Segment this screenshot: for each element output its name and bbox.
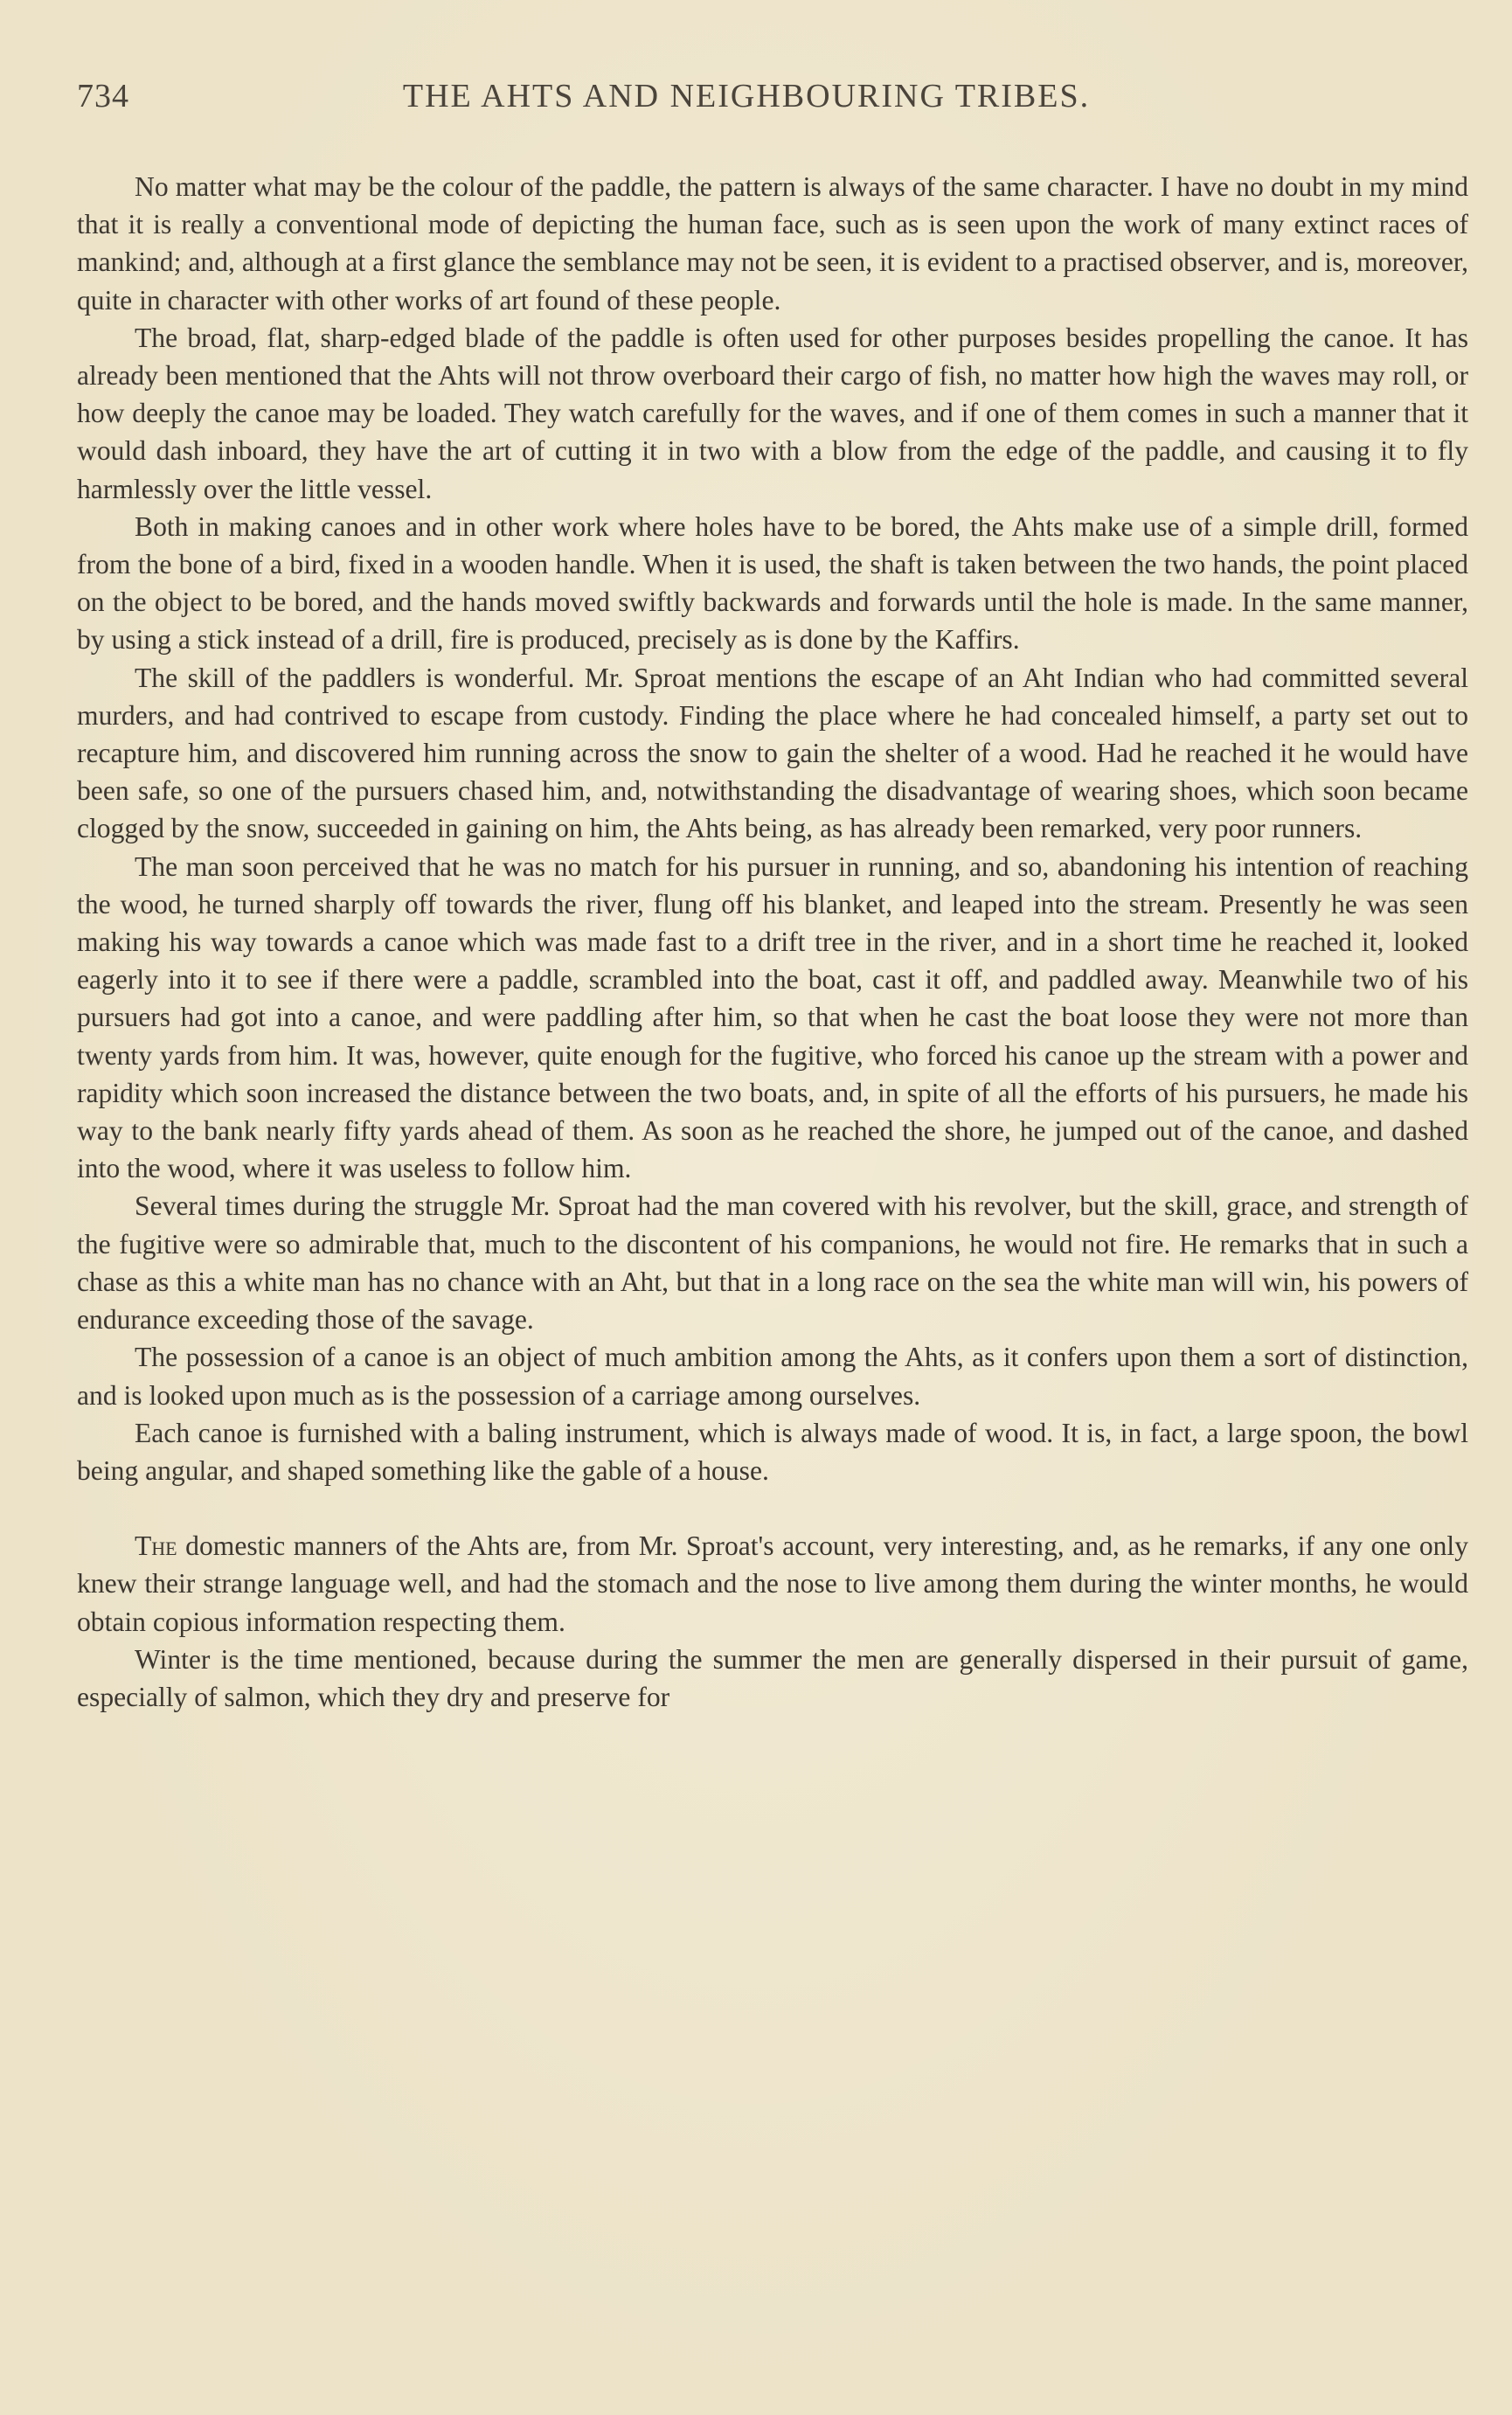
page-number: 734	[77, 78, 129, 115]
section-first-paragraph-text: domestic manners of the Ahts are, from Mr. Sproat's account, very interesting, and, as he remarks, if any one only knew their strange language well, and had the stomach and the nose to live among them during the winter months, he would obtain copious information respecting them.	[77, 1530, 1468, 1637]
paragraph-domestic-manners	[77, 1527, 1468, 1641]
paragraph-winter: Winter is the time mentioned, because during the summer the men are generally dispersed in their pursuit of game, especially of salmon, which they dry and preserve for	[77, 1643, 1468, 1712]
body-text	[77, 168, 1468, 1716]
paragraph-canoe-possession: The possession of a canoe is an object of much ambition among the Ahts, as it confers upon them a sort of distinction, and is looked upon much as is the possession of a carriage among ourselves.	[77, 1342, 1468, 1411]
paragraph-paddlers-skill: The skill of the paddlers is wonderful. Mr. Sproat mentions the escape of an Aht Indian who had committed several murders, and had contrived to escape from custody. Finding the place where he had concealed himself, a party set out to recapture him, and discovered him running across the snow to gain the shelter of a wood. Had he reached it he would have been safe, so one of the pursuers chased him, and, notwithstanding the disadvantage of wearing shoes, which soon became clogged by the snow, succeeded in gaining on him, the Ahts being, as has already been remarked, very poor runners.	[77, 662, 1468, 844]
paragraph-baling-instrument: Each canoe is furnished with a baling instrument, which is always made of wood. It is, in fact, a large spoon, the bowl being angular, and shaped something like the gable of a house.	[77, 1417, 1468, 1486]
section-lead-word: The	[135, 1530, 177, 1562]
paragraph-paddle-blade: The broad, flat, sharp-edged blade of the paddle is often used for other purposes besides propelling the canoe. It has already been mentioned that the Ahts will not throw overboard their cargo of fish, no matter how high the waves may roll, or how deeply the canoe may be loaded. They watch carefully for the waves, and if one of them comes in such a manner that it would dash inboard, they have the art of cutting it in two with a blow from the edge of the paddle, and causing it to fly harmlessly over the little vessel.	[77, 322, 1468, 504]
paragraph-drill: Both in making canoes and in other work where holes have to be bored, the Ahts make use of a simple drill, formed from the bone of a bird, fixed in a wooden handle. When it is used, the shaft is taken between the two hands, the point placed on the object to be bored, and the hands moved swiftly backwards and forwards until the hole is made. In the same manner, by using a stick instead of a drill, fire is produced, precisely as is done by the Kaffirs.	[77, 510, 1468, 656]
paragraph-revolver: Several times during the struggle Mr. Sproat had the man covered with his revolver, but the skill, grace, and strength of the fugitive were so admirable that, much to the discontent of his companions, he would not fire. He remarks that in such a chase as this a white man has no chance with an Aht, but that in a long race on the sea the white man will win, his powers of endurance exceeding those of the savage.	[77, 1190, 1468, 1336]
running-head	[77, 77, 1468, 129]
running-title: THE AHTS AND NEIGHBOURING TRIBES.	[402, 78, 1091, 115]
paragraph-paddle-pattern: No matter what may be the colour of the paddle, the pattern is always of the same character. I have no doubt in my mind that it is really a conventional mode of depicting the human face, such as is seen upon the work of many extinct races of mankind; and, although at a first glance the semblance may not be seen, it is evident to a practised observer, and is, moreover, quite in character with other works of art found of these people.	[77, 171, 1468, 316]
paragraph-escape: The man soon perceived that he was no match for his pursuer in running, and so, abandoning his intention of reaching the wood, he turned sharply off towards the river, flung off his blanket, and leaped into the stream. Presently he was seen making his way towards a canoe which was made fast to a drift tree in the river, and in a short time he reached it, looked eagerly into it to see if there were a paddle, scrambled into the boat, cast it off, and paddled away. Meanwhile two of his pursuers had got into a canoe, and were paddling after him, so that when he cast the boat loose they were not more than twenty yards from him. It was, however, quite enough for the fugitive, who forced his canoe up the stream with a power and rapidity which soon increased the distance between the two boats, and, in spite of all the efforts of his pursuers, he made his way to the bank nearly fifty yards ahead of them. As soon as he reached the shore, he jumped out of the canoe, and dashed into the wood, where it was useless to follow him.	[77, 850, 1468, 1184]
